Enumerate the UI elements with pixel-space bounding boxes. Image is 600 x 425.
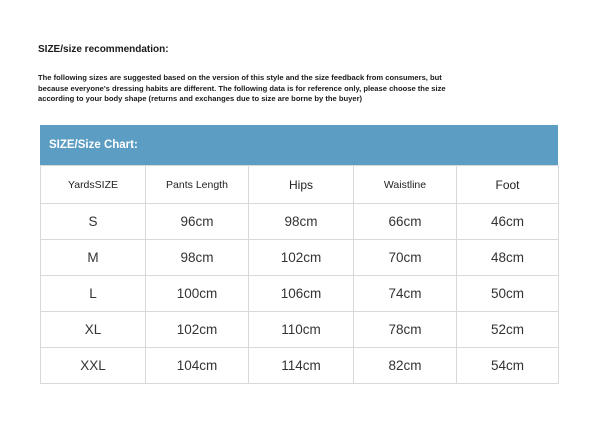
table-cell: XXL (41, 348, 146, 384)
intro-text (38, 73, 568, 105)
size-chart-header (40, 125, 558, 165)
page-heading: SIZE/size recommendation: (38, 44, 169, 55)
table-cell: 52cm (457, 312, 559, 348)
table-cell: S (41, 204, 146, 240)
table-cell: 102cm (146, 312, 249, 348)
column-header: Pants Length (146, 166, 249, 204)
intro-line: according to your body shape (returns and exchanges due to size are borne by the buyer) (38, 94, 363, 103)
column-header: YardsSIZE (41, 166, 146, 204)
table-cell: 48cm (457, 240, 559, 276)
table-cell: 50cm (457, 276, 559, 312)
table-cell: 98cm (249, 204, 354, 240)
table-cell: 102cm (249, 240, 354, 276)
intro-line: The following sizes are suggested based on the version of this style and the size feedback from consumers, but (38, 73, 442, 82)
column-header: Foot (457, 166, 559, 204)
table-cell: 106cm (249, 276, 354, 312)
intro-line: because everyone's dressing habits are different. The following data is for reference only, please choose the size (38, 83, 446, 93)
table-cell: 74cm (354, 276, 457, 312)
table-cell: 100cm (146, 276, 249, 312)
column-header: Hips (249, 166, 354, 204)
table-cell: M (41, 240, 146, 276)
table-row (41, 348, 559, 384)
table-cell: 96cm (146, 204, 249, 240)
table-cell: 110cm (249, 312, 354, 348)
table-cell: 82cm (354, 348, 457, 384)
table-cell: 66cm (354, 204, 457, 240)
table-row (41, 240, 559, 276)
table-cell: L (41, 276, 146, 312)
table-cell: 114cm (249, 348, 354, 384)
column-header: Waistline (354, 166, 457, 204)
table-row (41, 204, 559, 240)
table-cell: 104cm (146, 348, 249, 384)
table-cell: 78cm (354, 312, 457, 348)
size-chart-title: SIZE/Size Chart: (49, 139, 138, 151)
table-header-row (41, 166, 559, 204)
table-cell: 98cm (146, 240, 249, 276)
table-cell: 54cm (457, 348, 559, 384)
size-table (40, 165, 559, 384)
table-cell: XL (41, 312, 146, 348)
table-cell: 70cm (354, 240, 457, 276)
table-cell: 46cm (457, 204, 559, 240)
table-row (41, 276, 559, 312)
table-row (41, 312, 559, 348)
